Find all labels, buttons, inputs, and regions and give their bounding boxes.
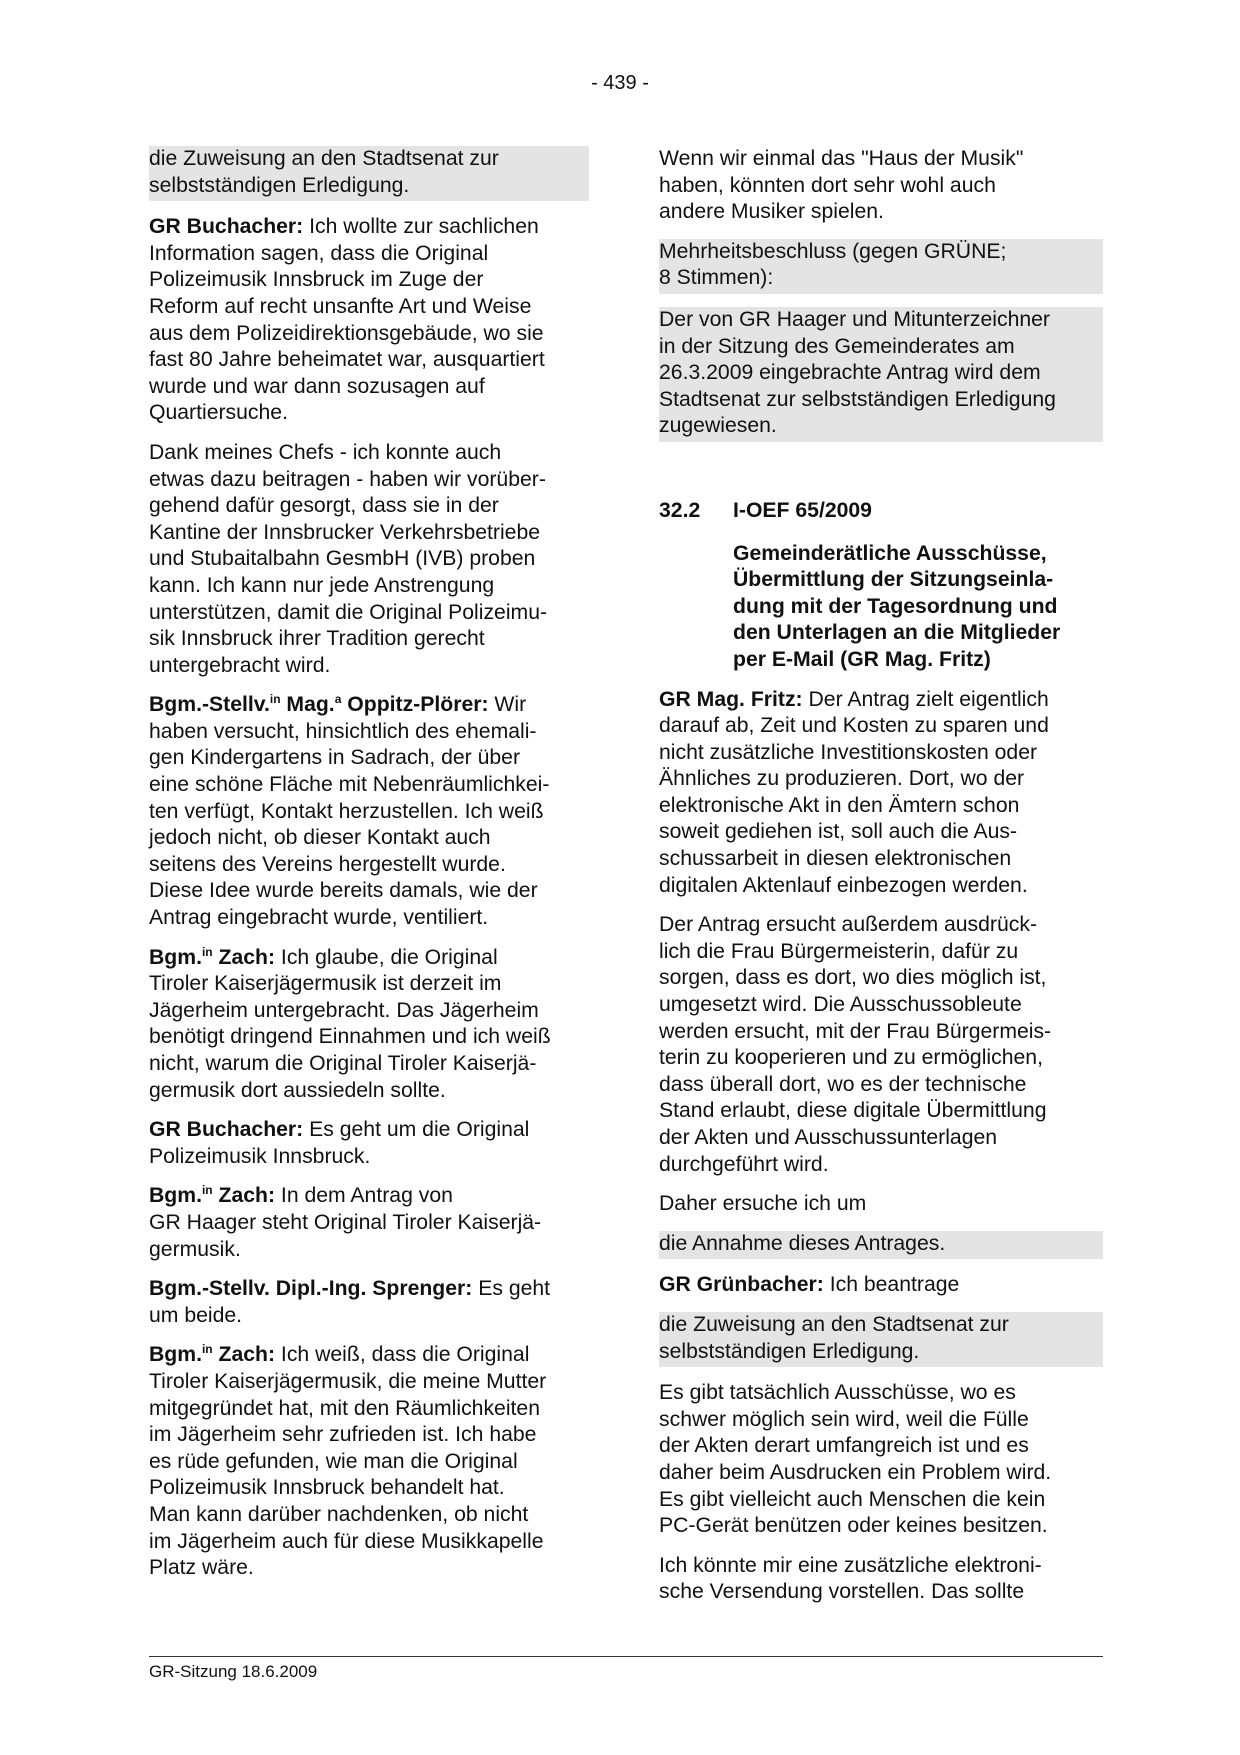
paragraph: Der Antrag ersucht außerdem ausdrück- lich die Frau Bürgermeisterin, dafür zu sorgen, dass es dort, wo dies möglich ist, umgesetzt wird. Die Ausschussobleute werden ersucht, mit der Frau Bürgermeis- terin zu kooperieren und zu ermöglichen, dass überall dort, wo es der technische Stand erlaubt, diese digitale Übermittlung der Akten und Ausschussunterlagen durchgeführt wird. [659,913,1052,1176]
speaker-name: GR Grünbacher: [659,1273,824,1297]
right-column [659,146,1103,1619]
speaker-name: GR Buchacher: [149,1118,304,1142]
speech-paragraph [149,1117,589,1170]
resolution-label: Mehrheitsbeschluss (gegen GRÜNE; 8 Stimmen): [659,239,1103,294]
speech-paragraph [149,692,589,931]
speech-paragraph [149,945,589,1105]
paragraph: Daher ersuche ich um [659,1192,867,1216]
speaker-name: GR Buchacher: [149,215,304,239]
speaker-name: Bgm.$^{in}$ Zach: [149,1342,276,1367]
speech-text: Ich wollte zur sachlichen Information sagen, dass die Original Polizeimusik Innsbruck im Zuge der Reform auf recht unsanfte Art und Weise aus dem Polizeidirektionsgebäude, wo sie fast 80 Jahre beheimatet war, ausquartiert wurde und war dann sozusagen auf Quartiersuche. [149,215,545,425]
speech-paragraph [149,214,589,427]
speech-paragraph [149,1342,589,1581]
agenda-item-number: 32.2 [659,498,701,522]
speech-text: Es geht um die Original Polizeimusik Innsbruck. [149,1118,530,1168]
motion-text: die Annahme dieses Antrages. [659,1231,1103,1260]
page-number: - 439 - [591,72,649,94]
speech-text: In dem Antrag von GR Haager steht Original Tiroler Kaiserjä- germusik. [149,1184,542,1261]
agenda-item-title: Gemeinderätliche Ausschüsse, Übermittlung der Sitzungseinla- dung mit der Tagesordnung und den Unterlagen an die Mitglieder per E-Mail (GR Mag. Fritz) [733,541,1061,671]
agenda-item-code: I-OEF 65/2009 [733,498,872,522]
speaker-name: Bgm.$^{in}$ Zach: [149,944,276,969]
speech-text: Wir haben versucht, hinsichtlich des ehemali- gen Kindergartens in Sadrach, der über eine schöne Fläche mit Nebenräumlichkei- ten verfügt, Kontakt herzustellen. Ich weiß jedoch nicht, ob dieser Kontakt auch seitens des Vereins hergestellt wurde. Diese Idee wurde bereits damals, wie der Antrag eingebracht wurde, ventiliert. [149,693,550,930]
speaker-name: Bgm.-Stellv.$^{in}$ Mag.$^a$ Oppitz-Plörer: [149,692,489,717]
speech-paragraph [149,1276,589,1329]
speech-text: Ich glaube, die Original Tiroler Kaiserjägermusik ist derzeit im Jägerheim untergebracht. Das Jägerheim benötigt dringend Einnahmen und ich weiß nicht, warum die Original Tiroler Kaiserjä- germusik dort aussiedeln sollte. [149,945,551,1102]
speaker-name: Bgm.-Stellv. Dipl.-Ing. Sprenger: [149,1277,473,1301]
speaker-name: Bgm.$^{in}$ Zach: [149,1183,276,1208]
paragraph: Ich könnte mir eine zusätzliche elektroni- sche Versendung vorstellen. Das sollte [659,1553,1042,1604]
paragraph: Es gibt tatsächlich Ausschüsse, wo es schwer möglich sein wird, weil die Fülle der Akten derart umfangreich ist und es daher beim Ausdrucken ein Problem wird. Es gibt vielleicht auch Menschen die kein PC-Gerät benützen oder keines besitzen. [659,1381,1052,1538]
speech-text: Ich weiß, dass die Original Tiroler Kaiserjägermusik, die meine Mutter mitgegründet hat, mit den Räumlichkeiten im Jägerheim sehr zufrieden ist. Ich habe es rüde gefunden, wie man die Original Polizeimusik Innsbruck behandelt hat. Man kann darüber nachdenken, ob nicht im Jägerheim auch für diese Musikkapelle Platz wäre. [149,1343,547,1580]
speech-text: Es geht um beide. [149,1277,551,1327]
agenda-item-heading [659,498,1103,525]
footer-session-label: GR-Sitzung 18.6.2009 [149,1662,318,1681]
paragraph: Dank meines Chefs - ich konnte auch etwas dazu beitragen - haben wir vorüber- gehend dafür gesorgt, dass sie in der Kantine der Innsbrucker Verkehrsbetriebe und Stubaitalbahn GesmbH (IVB) proben kann. Ich kann nur jede Anstrengung unterstützen, damit die Original Polizeimu- sik Innsbruck ihrer Tradition gerecht untergebracht wird. [149,440,548,677]
speech-text: Ich beantrage [823,1273,960,1297]
resolution-text: Der von GR Haager und Mitunterzeichner in der Sitzung des Gemeinderates am 26.3.2009 eingebrachte Antrag wird dem Stadtsenat zur selbstständigen Erledigung zugewiesen. [659,307,1103,442]
speech-paragraph [659,687,1103,900]
motion-text: die Zuweisung an den Stadtsenat zur selbstständigen Erledigung. [149,146,589,201]
footer-divider [149,1656,1103,1657]
motion-text: die Zuweisung an den Stadtsenat zur selbstständigen Erledigung. [659,1312,1103,1367]
paragraph: Wenn wir einmal das "Haus der Musik" haben, könnten dort sehr wohl auch andere Musiker spielen. [659,147,1024,224]
left-column [149,146,589,1595]
speech-paragraph [149,1183,589,1263]
speech-paragraph [659,1272,1103,1299]
speech-text: Der Antrag zielt eigentlich darauf ab, Zeit und Kosten zu sparen und nicht zusätzliche Investitionskosten oder Ähnliches zu produzieren. Dort, wo der elektronische Akt in den Ämtern schon soweit gediehen ist, soll auch die Aus- schussarbeit in diesen elektronischen digitalen Aktenlauf einbezogen werden. [659,687,1049,897]
speaker-name: GR Mag. Fritz: [659,687,803,711]
